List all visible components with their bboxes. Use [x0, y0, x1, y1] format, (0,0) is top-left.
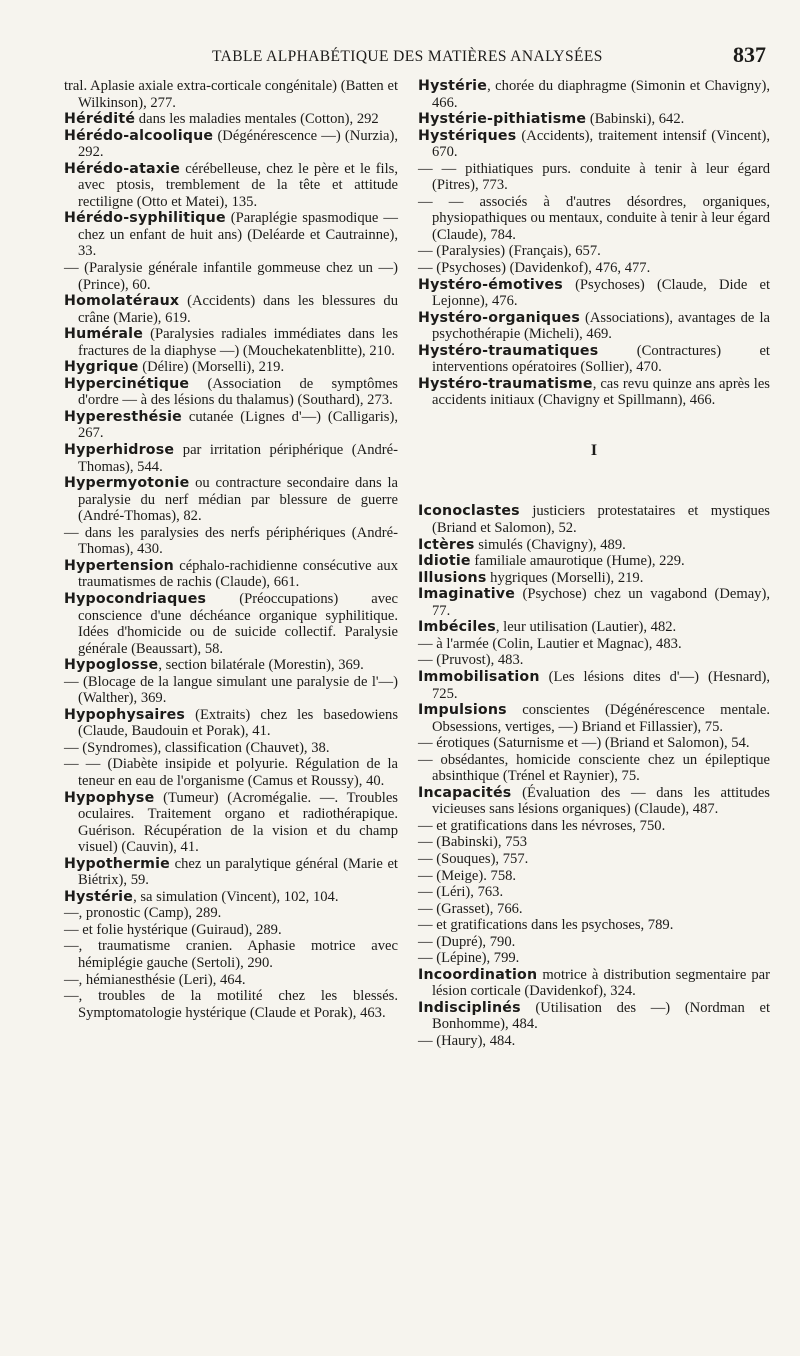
- entry-headword: Hystériques: [418, 127, 517, 144]
- entry-text: (Paraplégie spasmodique — chez un enfant de huit ans) (Deléarde et Cautrainne), 33.: [78, 210, 398, 260]
- entry-text: — (Souques), 757.: [418, 850, 529, 867]
- index-entry: [418, 310, 770, 343]
- entry-text: —, traumatisme cranien. Aphasie motrice avec hémiplégie gauche (Sertoli), 290.: [64, 938, 398, 971]
- entry-text: cutanée (Lignes d'—) (Calligaris), 267.: [78, 408, 398, 442]
- entry-headword: Humérale: [64, 326, 144, 343]
- entry-text: — — (Diabète insipide et polyurie. Régulation de la teneur en eau de l'organisme (Camus et Roussy), 40.: [64, 756, 398, 789]
- entry-text: — (Pruvost), 483.: [418, 652, 524, 669]
- entry-text: (Contractures) et interventions opératoires (Sollier), 470.: [432, 342, 770, 376]
- index-entry: [64, 475, 398, 525]
- entry-text: — (Syndromes), classification (Chauvet), 38.: [64, 739, 330, 756]
- entry-headword: Hypertension: [64, 557, 174, 574]
- entry-headword: Hystéro-émotives: [418, 276, 563, 293]
- running-title: TABLE ALPHABÉTIQUE DES MATIÈRES ANALYSÉES: [212, 48, 603, 65]
- entry-headword: Imaginative: [418, 586, 516, 603]
- index-entry: [64, 210, 398, 260]
- index-entry: [418, 868, 770, 885]
- entry-text: (Extraits) chez les basedowiens (Claude, Baudouin et Porak), 41.: [78, 706, 398, 740]
- index-entry: [64, 128, 398, 161]
- index-entry: [418, 818, 770, 835]
- entry-headword: Incoordination: [418, 966, 538, 983]
- entry-text: conscientes (Dégénérescence mentale. Obsessions, vertiges, —) Briand et Fillassier), 75.: [432, 702, 770, 735]
- entry-headword: Hyperhidrose: [64, 442, 175, 459]
- entry-text: hygriques (Morselli), 219.: [486, 569, 644, 586]
- index-entry: [64, 293, 398, 326]
- entry-headword: Hérédo-syphilitique: [64, 210, 226, 227]
- entry-headword: Hystéro-traumatisme: [418, 375, 593, 392]
- entry-headword: Hypothermie: [64, 855, 170, 872]
- entry-text: justiciers protestataires et mystiques (Briand et Salomon), 52.: [432, 503, 770, 537]
- index-entry: [418, 901, 770, 918]
- entry-headword: Hérédité: [64, 111, 136, 128]
- entry-text: —, hémianesthésie (Leri), 464.: [64, 971, 246, 988]
- entry-text: — (Haury), 484.: [418, 1032, 516, 1049]
- entry-text: (Association de symptômes d'ordre — à des lésions du thalamus) (Southard), 273.: [78, 375, 398, 409]
- entry-text: — (Psychoses) (Davidenkof), 476, 477.: [418, 260, 651, 277]
- entry-text: (Les lésions dites d'—) (Hesnard), 725.: [432, 668, 770, 702]
- index-entry: [418, 752, 770, 785]
- entry-text: , leur utilisation (Lautier), 482.: [495, 619, 677, 636]
- index-entry: [64, 922, 398, 939]
- entry-text: (Utilisation des —) (Nordman et Bonhomme), 484.: [432, 999, 770, 1033]
- index-entry: [418, 619, 770, 636]
- index-entry: [64, 161, 398, 211]
- entry-headword: Ictères: [418, 536, 475, 553]
- entry-text: , sa simulation (Vincent), 102, 104.: [133, 888, 339, 905]
- index-entry: [64, 359, 398, 376]
- entry-text: — (Paralysie générale infantile gommeuse chez un —) (Prince), 60.: [64, 260, 398, 293]
- entry-text: par irritation périphérique (André-Thomas), 544.: [78, 442, 398, 475]
- index-entry: [418, 277, 770, 310]
- entry-text: — — associés à d'autres désordres, organiques, physiopathiques ou mentaux, conduite à tenir à leur égard (Claude), 784.: [418, 193, 770, 243]
- index-entry: [64, 972, 398, 989]
- index-entry: [64, 657, 398, 674]
- entry-headword: Indisciplinés: [418, 999, 521, 1016]
- index-entry: [64, 78, 398, 111]
- index-entry: [418, 636, 770, 653]
- index-entry: [418, 1033, 770, 1050]
- entry-text: — à l'armée (Colin, Lautier et Magnac), 483.: [418, 635, 682, 652]
- entry-text: — (Meige). 758.: [418, 867, 517, 884]
- index-entry: [418, 851, 770, 868]
- index-entry: [64, 376, 398, 409]
- section-letter: I: [590, 441, 598, 459]
- entry-headword: Hygrique: [64, 359, 139, 376]
- index-entry: [418, 503, 770, 536]
- index-entry: [418, 161, 770, 194]
- index-entry: [418, 735, 770, 752]
- index-entry: [418, 1000, 770, 1033]
- entry-headword: Hyperesthésie: [64, 408, 182, 425]
- entry-text: , section bilatérale (Morestin), 369.: [158, 657, 364, 674]
- entry-text: —, pronostic (Camp), 289.: [64, 905, 222, 922]
- index-entry: [418, 343, 770, 376]
- page-number: 837: [733, 42, 766, 67]
- entry-text: (Évaluation des — dans les attitudes vicieuses sans lésions organiques) (Claude), 487.: [432, 784, 770, 818]
- entry-text: ou contracture secondaire dans la paralysie du nerf médian par blessure de guerre (André-Thomas), 82.: [78, 475, 398, 525]
- entry-headword: Hypophysaires: [64, 706, 186, 723]
- index-entry: [64, 938, 398, 971]
- entry-text: familiale amaurotique (Hume), 229.: [470, 553, 685, 570]
- entry-text: dans les maladies mentales (Cotton), 292: [135, 111, 379, 128]
- index-entry: [418, 917, 770, 934]
- entry-headword: Hérédo-ataxie: [64, 160, 181, 177]
- entry-text: (Tumeur) (Acromégalie. —. Troubles oculaires. Traitement organo et radiothérapique. Guérison. Récupération de la vision et du champ visuel) (Cauvin), 41.: [78, 789, 398, 856]
- index-entry: [418, 260, 770, 277]
- entry-text: chez un paralytique général (Marie et Biétrix), 59.: [78, 855, 398, 889]
- entry-text: — et folie hystérique (Guiraud), 289.: [64, 921, 282, 938]
- entry-text: simulés (Chavigny), 489.: [474, 536, 626, 553]
- index-entry: [64, 707, 398, 740]
- index-entry: [64, 905, 398, 922]
- index-entry: [64, 674, 398, 707]
- entry-text: , chorée du diaphragme (Simonin et Chavigny), 466.: [432, 78, 770, 111]
- index-entry: [64, 756, 398, 789]
- entry-text: (Psychose) chez un vagabond (Demay), 77.: [432, 586, 770, 619]
- index-entry: [64, 988, 398, 1021]
- index-entry: [418, 950, 770, 967]
- index-entry: [64, 790, 398, 856]
- index-entry: [64, 442, 398, 475]
- entry-text: (Babinski), 642.: [586, 111, 685, 128]
- entry-headword: Hypoglosse: [64, 657, 159, 674]
- entry-text: — — pithiatiques purs. conduite à tenir à leur égard (Pitres), 773.: [418, 160, 770, 194]
- entry-text: — (Grasset), 766.: [418, 900, 523, 917]
- index-entry: [418, 537, 770, 554]
- entry-text: (Associations), avantages de la psychothérapie (Micheli), 469.: [432, 309, 770, 343]
- index-entry: [418, 884, 770, 901]
- entry-text: —, troubles de la motilité chez les blessés. Symptomatologie hystérique (Claude et Porak), 463.: [64, 988, 398, 1021]
- entry-headword: Hystéro-organiques: [418, 309, 580, 326]
- index-entry: [418, 194, 770, 244]
- index-entry: [64, 856, 398, 889]
- index-entry: [418, 652, 770, 669]
- entry-text: tral. Aplasie axiale extra-corticale congénitale) (Batten et Wilkinson), 277.: [64, 78, 398, 111]
- index-entry: [418, 376, 770, 409]
- index-entry: [418, 78, 770, 111]
- index-entry: [418, 553, 770, 570]
- entry-text: — (Dupré), 790.: [418, 933, 516, 950]
- index-entry: [418, 111, 770, 128]
- index-entry: [418, 834, 770, 851]
- index-entry: [64, 326, 398, 359]
- entry-text: — (Blocage de la langue simulant une paralysie de l'—) (Walther), 369.: [64, 673, 398, 707]
- entry-text: (Délire) (Morselli), 219.: [138, 359, 285, 376]
- entry-headword: Hystéro-traumatiques: [418, 342, 599, 359]
- entry-text: (Paralysies radiales immédiates dans les fractures de la diaphyse —) (Mouchekatenblitte), 210.: [78, 326, 398, 359]
- index-entry: [418, 702, 770, 735]
- entry-headword: Immobilisation: [418, 668, 540, 685]
- entry-headword: Hypophyse: [64, 789, 155, 806]
- entry-text: — érotiques (Saturnisme et —) (Briand et Salomon), 54.: [418, 735, 750, 752]
- index-entry: [64, 111, 398, 128]
- right-column: [418, 78, 770, 1050]
- entry-text: , cas revu quinze ans après les accidents initiaux (Chavigny et Spillmann), 466.: [432, 375, 770, 409]
- entry-headword: Hypercinétique: [64, 375, 190, 392]
- running-header: [62, 42, 770, 72]
- index-entry: [64, 260, 398, 293]
- index-entry: [418, 243, 770, 260]
- entry-text: (Psychoses) (Claude, Dide et Lejonne), 476.: [432, 276, 770, 310]
- entry-headword: Hystérie: [64, 888, 134, 905]
- entry-headword: Hystérie-pithiatisme: [418, 111, 587, 128]
- entry-headword: Illusions: [418, 569, 487, 586]
- entry-text: (Préoccupations) avec conscience d'une déchéance organique syphilitique. Idées d'homicide ou de suicide collectif. Paralysie générale (Beaussart), 58.: [78, 590, 398, 657]
- entry-text: (Accidents), traitement intensif (Vincent), 670.: [432, 127, 770, 161]
- index-entry: [418, 669, 770, 702]
- entry-text: motrice à distribution segmentaire par lésion corticale (Davidenkof), 324.: [432, 966, 770, 1000]
- index-entry: [418, 128, 770, 161]
- entry-text: — dans les paralysies des nerfs périphériques (André-Thomas), 430.: [64, 524, 398, 558]
- index-entry: [418, 570, 770, 587]
- entry-headword: Hérédo-alcoolique: [64, 127, 214, 144]
- entry-headword: Homolatéraux: [64, 293, 180, 310]
- entry-text: — et gratifications dans les psychoses, 789.: [418, 917, 674, 934]
- entry-text: — et gratifications dans les névroses, 750.: [418, 817, 666, 834]
- index-entry: [64, 740, 398, 757]
- entry-headword: Imbéciles: [418, 619, 496, 636]
- entry-text: — (Babinski), 753: [418, 834, 528, 851]
- entry-headword: Idiotie: [418, 553, 471, 570]
- index-entry: [64, 591, 398, 657]
- entry-headword: Iconoclastes: [418, 503, 520, 520]
- index-entry: [418, 967, 770, 1000]
- entry-headword: Impulsions: [418, 702, 507, 719]
- index-entry: [418, 785, 770, 818]
- left-column: [64, 78, 398, 1021]
- entry-headword: Hypermyotonie: [64, 475, 190, 492]
- entry-headword: Hypocondriaques: [64, 590, 207, 607]
- entry-headword: Incapacités: [418, 784, 512, 801]
- entry-text: cérébelleuse, chez le père et le fils, avec ptosis, tremblement de la tête et attitude rectiligne (Otto et Matei), 135.: [78, 160, 398, 210]
- index-entry: [64, 558, 398, 591]
- index-entry: [418, 934, 770, 951]
- entry-text: — obsédantes, homicide consciente chez un épileptique absinthique (Trénel et Raynier), 75.: [418, 751, 770, 785]
- entry-text: céphalo-rachidienne consécutive aux traumatismes de rachis (Claude), 661.: [78, 557, 398, 591]
- entry-headword: Hystérie: [418, 78, 488, 94]
- index-entry: [418, 586, 770, 619]
- right-column-top-entries: [418, 78, 770, 409]
- entry-text: — (Léri), 763.: [418, 884, 504, 901]
- right-column-bottom-entries: [418, 503, 770, 1049]
- entry-text: (Accidents) dans les blessures du crâne (Marie), 619.: [78, 293, 398, 326]
- entry-text: — (Lépine), 799.: [418, 950, 520, 967]
- entry-text: (Dégénérescence —) (Nurzia), 292.: [78, 127, 398, 161]
- entry-text: — (Paralysies) (Français), 657.: [418, 243, 601, 260]
- index-entry: [64, 525, 398, 558]
- index-entry: [64, 409, 398, 442]
- index-entry: [64, 889, 398, 906]
